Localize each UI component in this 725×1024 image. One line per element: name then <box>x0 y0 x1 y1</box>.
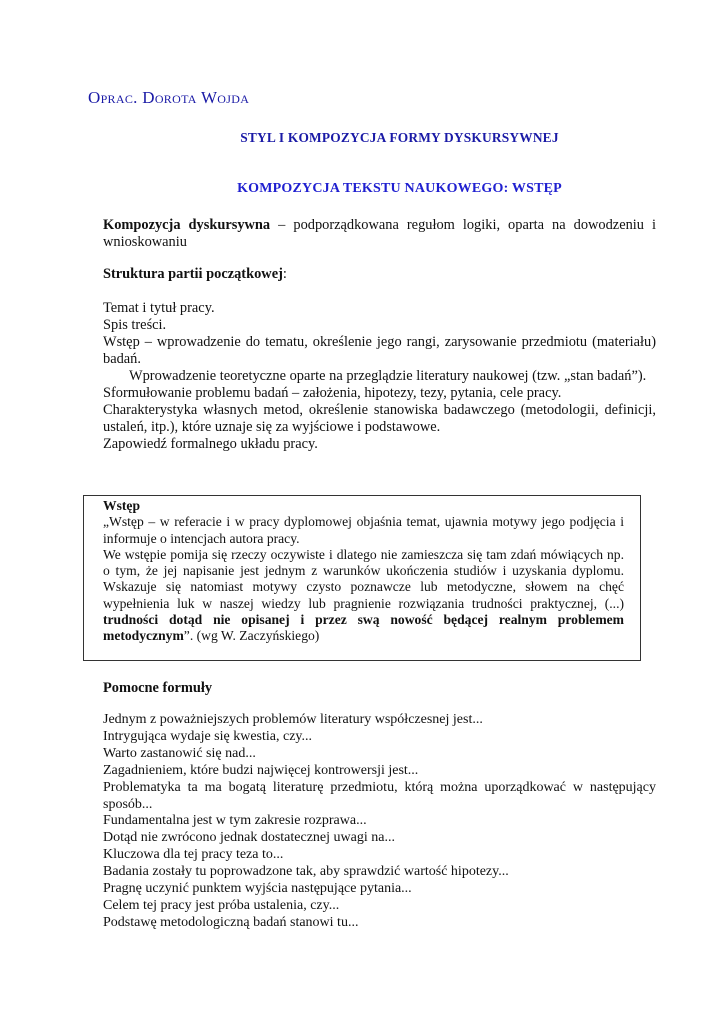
definition-term: Kompozycja dyskursywna <box>103 217 271 233</box>
author-name: Dorota Wojda <box>142 88 250 107</box>
quote-paragraph-1: „Wstęp – w referacie i w pracy dyplomowej objaśnia temat, ujawnia motywy jego podjęcia i informuje o intencjach autora pracy. <box>103 514 624 546</box>
list-item: Temat i tytuł pracy. <box>103 300 215 316</box>
list-item: Badania zostały tu poprowadzone tak, aby sprawdzić wartość hipotezy... <box>103 864 509 880</box>
quote-paragraph-2: We wstępie pomija się rzeczy oczywiste i dlatego nie zamieszcza się tam zdań mówiących np. o tym, że jej napisanie jest jednym z warunków ukończenia studiów i uzyskania dyplomu. Wskazuje się natomiast motywy czysto poznawcze lub metodyczne, słowem na chęć wypełnienia luk w naszej wiedzy lub pragnienie rozwiązania trudności praktycznej, (...) trudności dotąd nie opisanej i przez swą nowość będącej realnym problemem metodycznym”. (wg W. Zaczyńskiego) <box>103 546 624 644</box>
quote-box <box>83 495 641 661</box>
quote-box-content <box>103 498 624 645</box>
quote-box-title: Wstęp <box>103 498 141 513</box>
definition-text: – podporządkowana regułom logiki, oparta na dowodzeniu i wnioskowaniu <box>103 217 656 250</box>
list-item: Intrygująca wydaje się kwestia, czy... <box>103 728 313 744</box>
document-subtitle: KOMPOZYCJA TEKSTU NAUKOWEGO: WSTĘP <box>237 181 562 196</box>
list-item: Celem tej pracy jest próba ustalenia, czy... <box>103 897 340 913</box>
quote-bold-text: trudności dotąd nie opisanej i przez swą nowość będącej realnym problemem metodycznym <box>103 612 624 644</box>
list-item: Spis treści. <box>103 317 167 333</box>
structure-heading: Struktura partii początkowej: <box>103 266 287 282</box>
list-item: Problematyka ta ma bogatą literaturę przedmiotu, którą można uporządkować w następujący sposób... <box>103 779 656 812</box>
list-item: Wprowadzenie teoretyczne oparte na przeglądzie literatury naukowej (tzw. „stan badań”). <box>129 368 647 384</box>
definition-paragraph <box>103 217 656 251</box>
formulas-heading: Pomocne formuły <box>103 680 213 696</box>
structure-list <box>103 300 656 453</box>
list-item: Jednym z poważniejszych problemów literatury współczesnej jest... <box>103 712 483 727</box>
list-item: Fundamentalna jest w tym zakresie rozprawa... <box>103 813 367 829</box>
list-item: Zapowiedź formalnego układu pracy. <box>103 436 318 452</box>
list-item: Charakterystyka własnych metod, określenie stanowiska badawczego (metodologii, definicji, ustaleń, itp.), które uznaje się za wyjściowe i podstawowe. <box>103 402 656 435</box>
list-item: Pragnę uczynić punktem wyjścia następujące pytania... <box>103 881 412 897</box>
author-line <box>88 88 249 108</box>
document-title: STYL I KOMPOZYCJA FORMY DYSKURSYWNEJ <box>240 130 559 145</box>
list-item: Sformułowanie problemu badań – założenia, hipotezy, tezy, pytania, cele pracy. <box>103 385 562 401</box>
author-prefix: Oprac. <box>88 88 138 107</box>
list-item: Zagadnieniem, które budzi najwięcej kontrowersji jest... <box>103 762 419 778</box>
formulas-list <box>103 712 656 932</box>
list-item: Warto zastanowić się nad... <box>103 745 256 761</box>
list-item: Wstęp – wprowadzenie do tematu, określenie jego rangi, zarysowanie przedmiotu (materiału) badań. <box>103 334 656 367</box>
list-item: Dotąd nie zwrócono jednak dostatecznej uwagi na... <box>103 830 395 846</box>
list-item: Podstawę metodologiczną badań stanowi tu... <box>103 914 359 930</box>
list-item: Kluczowa dla tej pracy teza to... <box>103 847 284 863</box>
